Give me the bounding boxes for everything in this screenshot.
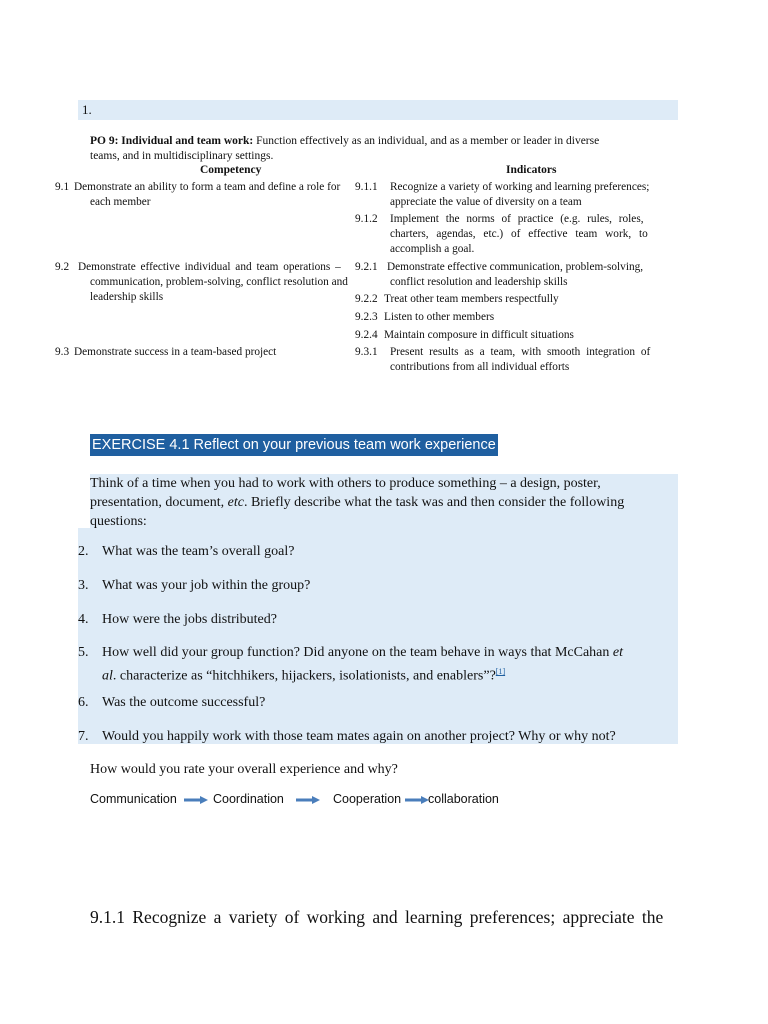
flow-step-coordination: Coordination <box>213 792 284 806</box>
question-7 <box>78 727 678 746</box>
indicator-number: 9.2.3 <box>355 311 378 323</box>
question-text: Would you happily work with those team mates again on another project? Why or why not? <box>102 729 616 744</box>
indicator-number: 9.3.1 <box>355 346 378 358</box>
exercise-intro <box>90 474 675 531</box>
indicator-line3: accomplish a goal. <box>390 243 475 255</box>
indicator-line2: conflict resolution and leadership skills <box>390 276 568 288</box>
po9-title: PO 9: Individual and team work: <box>90 135 254 147</box>
question-3 <box>78 576 678 595</box>
competency-9-3 <box>55 345 375 360</box>
question-number: 7. <box>78 729 89 744</box>
indicator-number: 9.2.1 <box>355 261 378 273</box>
indicator-9-1-2 <box>355 212 678 257</box>
indicator-line1: Listen to other members <box>384 311 495 323</box>
indicator-line2: appreciate the value of diversity on a team <box>390 196 582 208</box>
question-text-b: . characterize as “hitchhikers, hijackers, isolationists, and enablers”? <box>112 668 496 684</box>
question-number: 3. <box>78 578 89 593</box>
competency-number: 9.3 <box>55 346 70 358</box>
question-6 <box>78 693 678 712</box>
question-5 <box>78 643 678 684</box>
header-competency: Competency <box>200 164 262 176</box>
competency-line1: Demonstrate an ability to form a team and define a role for <box>74 181 341 193</box>
competency-line1: Demonstrate success in a team-based project <box>74 346 277 358</box>
question-text: What was the team’s overall goal? <box>102 544 295 559</box>
indicator-9-3-1 <box>355 345 678 375</box>
indicator-9-1-1 <box>355 180 678 210</box>
po9-description-line2: teams, and in multidisciplinary settings. <box>90 150 274 162</box>
competency-9-2 <box>55 260 380 305</box>
indicator-line1: Demonstrate effective communication, problem-solving, <box>387 261 644 273</box>
flow-step-cooperation: Cooperation <box>333 792 402 806</box>
competency-line2: communication, problem-solving, conflict resolution and <box>90 276 348 288</box>
question-number: 5. <box>78 645 89 660</box>
question-4 <box>78 610 678 629</box>
list-item-number: 1. <box>82 102 92 117</box>
question-text-et: et <box>612 645 623 660</box>
question-text-al: al <box>102 668 113 684</box>
exercise-intro-line2a: presentation, document, <box>90 495 228 510</box>
exercise-intro-etc: etc <box>227 495 244 510</box>
competency-line2: each member <box>90 196 151 208</box>
arrow-right-icon <box>405 793 429 807</box>
competency-line3: leadership skills <box>90 291 164 303</box>
competency-line1: Demonstrate effective individual and team operations – <box>78 261 341 273</box>
question-number: 6. <box>78 695 89 710</box>
question-text: What was your job within the group? <box>102 578 311 593</box>
indicator-line2: charters, agendas, etc.) of effective team work, to <box>390 228 648 240</box>
indicator-line1: Maintain composure in difficult situations <box>384 329 574 341</box>
question-text: Was the outcome successful? <box>102 695 266 710</box>
indicator-number: 9.1.1 <box>355 181 378 193</box>
po9-description <box>90 134 678 164</box>
question-text-a: How well did your group function? Did anyone on the team behave in ways that McCahan <box>102 645 613 660</box>
indicator-line1: Implement the norms of practice (e.g. rules, roles, <box>390 213 644 225</box>
list-item-1 <box>78 100 678 120</box>
indicator-9-2-3 <box>355 310 678 325</box>
exercise-intro-line3: questions: <box>90 514 147 529</box>
competency-number: 9.2 <box>55 261 70 273</box>
arrow-right-icon <box>296 793 320 807</box>
competency-number: 9.1 <box>55 181 70 193</box>
rate-question: How would you rate your overall experience and why? <box>90 762 398 777</box>
indicator-line2: contributions from all individual efforts <box>390 361 570 373</box>
competency-9-1 <box>55 180 390 225</box>
indicator-9-2-4 <box>355 328 678 343</box>
footnote-link[interactable]: [1] <box>495 667 506 676</box>
indicator-number: 9.2.2 <box>355 293 378 305</box>
flow-step-communication: Communication <box>90 792 177 806</box>
indicator-number: 9.1.2 <box>355 213 378 225</box>
po9-description-line1: Function effectively as an individual, and as a member or leader in diverse <box>256 135 600 147</box>
question-number: 2. <box>78 544 89 559</box>
question-text <box>102 643 672 686</box>
flow-step-collaboration: collaboration <box>428 792 499 806</box>
question-number: 4. <box>78 612 89 627</box>
indicator-line1: Present results as a team, with smooth integration of <box>390 346 651 358</box>
exercise-intro-line2b: . Briefly describe what the task was and then consider the following <box>243 495 625 510</box>
header-indicators: Indicators <box>506 164 557 176</box>
arrow-right-icon <box>184 793 208 807</box>
indicator-number: 9.2.4 <box>355 329 378 341</box>
exercise-intro-line1: Think of a time when you had to work with others to produce something – a design, poster, <box>90 476 601 491</box>
indicator-9-2-2 <box>355 292 678 307</box>
question-2 <box>78 542 678 561</box>
bottom-indicator-text: 9.1.1 Recognize a variety of working and learning preferences; appreciate the <box>90 907 664 927</box>
question-text: How were the jobs distributed? <box>102 612 277 627</box>
indicator-line1: Recognize a variety of working and learning preferences; <box>390 181 650 193</box>
exercise-title: EXERCISE 4.1 Reflect on your previous team work experience <box>90 434 498 456</box>
indicator-line1: Treat other team members respectfully <box>384 293 559 305</box>
indicator-9-2-1 <box>355 260 678 290</box>
